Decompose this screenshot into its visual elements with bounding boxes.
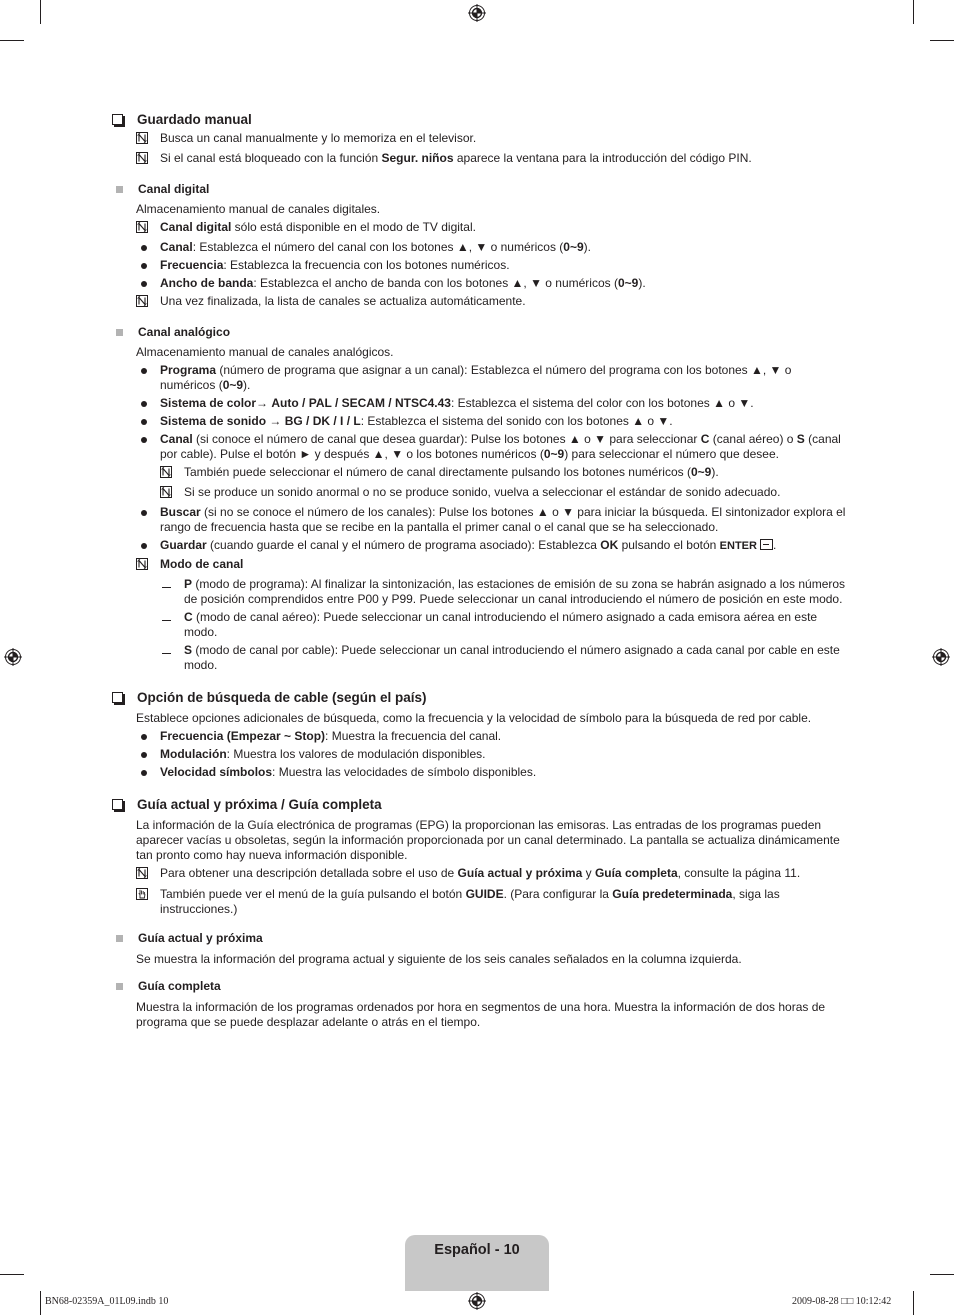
text-run: pulsando el botón (618, 538, 720, 552)
item-text (160, 363, 847, 393)
note-icon (160, 466, 172, 478)
bullet-item (136, 729, 847, 744)
item-text (160, 258, 847, 273)
text-run: ). (583, 240, 591, 254)
square-bullet-icon (116, 186, 123, 193)
bold-text: P (184, 577, 193, 591)
bullet-dot-icon (141, 543, 147, 549)
bold-text: Ancho de banda (160, 276, 254, 290)
dash-item (160, 577, 847, 607)
bold-text: 0~9 (543, 447, 565, 461)
text-run: : Establezca la frecuencia con los botones numéricos. (223, 258, 510, 272)
note-marker (136, 131, 160, 148)
subsection-guia-completa (112, 979, 847, 994)
bullet-item (136, 505, 847, 535)
item-text (184, 485, 847, 502)
text-run: Muestra la información de los programas ordenados por hora en segmentos de una hora. Muestra la información de dos horas de programa que se puede desplazar adelante o atrás en el tiempo. (136, 1000, 826, 1029)
bullet-marker (136, 396, 160, 411)
manual-content (112, 108, 847, 1030)
text-run: Busca un canal manualmente y lo memoriza en el televisor. (160, 131, 477, 145)
item-text (160, 747, 847, 762)
text-run: : Muestra las velocidades de símbolo disponibles. (272, 765, 537, 779)
text-run: : Establezca el sistema del sonido con los botones ▲ o ▼. (360, 414, 673, 428)
text-run: aparece la ventana para la introducción del código PIN. (453, 151, 752, 165)
bold-text: Modo de canal (160, 557, 244, 571)
square-bullet-icon (116, 983, 123, 990)
text-run: Se muestra la información del programa actual y siguiente de los seis canales señalados en la columna izquierda. (136, 952, 742, 966)
item-text (160, 432, 847, 462)
note-item (136, 866, 847, 883)
registration-mark-icon (468, 4, 486, 22)
enter-icon (760, 539, 773, 550)
item-text (160, 131, 847, 148)
item-text (184, 465, 847, 482)
section-guia (112, 796, 847, 813)
bold-text: OK (600, 538, 619, 552)
note-marker (160, 465, 184, 482)
bold-text: C (184, 610, 193, 624)
bullet-marker (136, 747, 160, 762)
square-bullet-icon (116, 329, 123, 336)
text-run: Si se produce un sonido anormal o no se produce sonido, vuelva a seleccionar el estándar de sonido adecuado. (184, 485, 781, 499)
subsection-canal-digital (112, 182, 847, 197)
tip-item (136, 887, 847, 917)
dash-icon (162, 620, 171, 621)
crop-mark (930, 40, 954, 41)
crop-mark (913, 0, 914, 24)
bold-text: S (184, 643, 193, 657)
registration-mark-icon (4, 648, 22, 666)
note-icon (136, 295, 148, 307)
item-text (184, 610, 847, 640)
section-title: Opción de búsqueda de cable (según el país) (137, 690, 427, 705)
crop-mark (913, 1291, 914, 1315)
bullet-marker (136, 240, 160, 255)
crop-mark (0, 40, 24, 41)
subsection-title: Canal analógico (138, 325, 231, 339)
bullet-dot-icon (141, 510, 147, 516)
text-run: , consulte la página 11. (677, 866, 801, 880)
bullet-dot-icon (141, 263, 147, 269)
bullet-item (136, 765, 847, 780)
text-run: Para obtener una descripción detallada sobre el uso de (160, 866, 458, 880)
item-text (160, 538, 847, 554)
note-marker (136, 557, 160, 574)
note-marker (160, 485, 184, 502)
bullet-marker (136, 729, 160, 744)
bullet-item (136, 432, 847, 462)
bullet-marker (136, 505, 160, 535)
text-run: : Establezca el número del canal con los botones ▲, ▼ o numéricos ( (192, 240, 564, 254)
note-item (136, 220, 847, 237)
paragraph (136, 1000, 847, 1030)
text-run: (canal aéreo) o (709, 432, 797, 446)
text-run: → (266, 414, 285, 428)
text-run: ). (638, 276, 646, 290)
bold-text: Sistema de sonido (160, 414, 267, 428)
dash-item (160, 610, 847, 640)
item-text (160, 276, 847, 291)
item-text (184, 643, 847, 673)
note-icon (136, 558, 148, 570)
bullet-dot-icon (141, 401, 147, 407)
section-busqueda-cable (112, 689, 847, 706)
bold-text: Guía actual y próxima (457, 866, 583, 880)
bullet-item (136, 414, 847, 429)
text-run: , siga las instrucciones.) (160, 887, 780, 916)
square-bullet-icon (116, 935, 123, 942)
bold-text: 0~9 (563, 240, 584, 254)
bold-text: Velocidad símbolos (160, 765, 273, 779)
bullet-item (136, 538, 847, 554)
bullet-dot-icon (141, 752, 147, 758)
bullet-item (136, 396, 847, 411)
text-run: Almacenamiento manual de canales digitales. (136, 202, 381, 216)
note-icon (160, 486, 172, 498)
note-item (136, 294, 847, 311)
item-text (160, 557, 847, 574)
paragraph (136, 711, 847, 726)
bold-text: 0~9 (222, 378, 244, 392)
item-text (160, 729, 847, 744)
text-run: También puede ver el menú de la guía pulsando el botón (160, 887, 466, 901)
paragraph (136, 202, 847, 217)
section-title: Guía actual y próxima / Guía completa (137, 797, 382, 812)
note-marker (136, 151, 160, 168)
bullet-marker (136, 363, 160, 393)
bullet-marker (136, 276, 160, 291)
section-guardado-manual (112, 111, 847, 128)
bullet-dot-icon (141, 419, 147, 425)
text-run: (número de programa que asignar a un canal): Establezca el número del programa con los botones ▲, ▼ o numéricos ( (160, 363, 792, 392)
note-icon (136, 132, 148, 144)
bullet-dot-icon (141, 245, 147, 251)
bullet-marker (136, 538, 160, 554)
text-run: : Muestra los valores de modulación disponibles. (226, 747, 486, 761)
bold-text: Modulación (160, 747, 227, 761)
page-number-tab (405, 1235, 549, 1291)
hand-tip-icon (136, 888, 148, 900)
subsection-title: Guía actual y próxima (138, 931, 263, 945)
bullet-marker (136, 432, 160, 462)
bold-text: Programa (160, 363, 217, 377)
bold-text: Auto / PAL / SECAM / NTSC4.43 (271, 396, 451, 410)
note-icon (136, 152, 148, 164)
text-run: (canal por cable). Pulse el botón ► y después ▲, ▼ o los botones numéricos ( (160, 432, 841, 461)
dash-icon (162, 587, 171, 588)
bold-text: Frecuencia (160, 258, 224, 272)
text-run: Almacenamiento manual de canales analógicos. (136, 345, 394, 359)
bold-text: Canal (160, 240, 193, 254)
note-icon (136, 221, 148, 233)
subsection-canal-analogico (112, 325, 847, 340)
text-run: . (772, 538, 777, 552)
dash-marker (160, 577, 184, 607)
paragraph (136, 818, 847, 863)
section-title: Guardado manual (137, 112, 252, 127)
item-text (184, 577, 847, 607)
section-checkbox-icon (112, 114, 123, 125)
bold-text: Guardar (160, 538, 207, 552)
text-run: (modo de canal aéreo): Puede seleccionar un canal introduciendo el número asignado a cada emisora aérea en este modo. (184, 610, 818, 639)
bullet-dot-icon (141, 281, 147, 287)
dash-marker (160, 610, 184, 640)
subsection-guia-actual (112, 931, 847, 946)
text-run: : Establezca el ancho de banda con los botones ▲, ▼ o numéricos ( (253, 276, 618, 290)
bullet-dot-icon (141, 734, 147, 740)
crop-mark (40, 0, 41, 24)
text-run: (modo de canal por cable): Puede seleccionar un canal introduciendo el número asignado a cada canal por cable en este modo. (184, 643, 840, 672)
item-text (160, 887, 847, 917)
text-run: (modo de programa): Al finalizar la sintonización, las estaciones de emisión de su zona se habrán asignado a los números de posición comprendidos entre P00 y P99. Puede seleccionar un canal introduciendo el número de posición en este modo. (184, 577, 846, 606)
dash-item (160, 643, 847, 673)
bold-text: S (796, 432, 805, 446)
text-run: : Establezca el sistema del color con los botones ▲ o ▼. (450, 396, 754, 410)
bullet-dot-icon (141, 437, 147, 443)
bullet-marker (136, 414, 160, 429)
enter-key-label: ENTER (720, 540, 773, 552)
bold-text: BG / DK / I / L (284, 414, 361, 428)
print-footer-right: 2009-08-28 □□ 10:12:42 (792, 1296, 892, 1307)
note-marker (136, 866, 160, 883)
bold-text: Guía predeterminada (612, 887, 733, 901)
bullet-item (136, 240, 847, 255)
text-run: Establece opciones adicionales de búsqueda, como la frecuencia y la velocidad de símbolo para la búsqueda de red por cable. (136, 711, 812, 725)
bullet-dot-icon (141, 770, 147, 776)
crop-mark (0, 1274, 24, 1275)
crop-mark (40, 1291, 41, 1315)
item-text (160, 240, 847, 255)
text-run: . (Para configurar la (503, 887, 613, 901)
bold-text: Sistema de color (160, 396, 257, 410)
note-item (160, 485, 847, 502)
note-marker (136, 220, 160, 237)
paragraph (136, 345, 847, 360)
bullet-item (136, 276, 847, 291)
text-run: (si no se conoce el número de los canales): Pulse los botones ▲ o ▼ para iniciar la búsqueda. El sintonizador explora el rango de frecuencia hasta que se recibe en la pantalla el primer canal o el canal que se ha seleccionado. (160, 505, 846, 534)
text-run: : Muestra la frecuencia del canal. (325, 729, 502, 743)
note-item (136, 557, 847, 574)
text-run: La información de la Guía electrónica de programas (EPG) la proporcionan las emisoras. Las entradas de los programas pueden aparecer vacías u obsoletas, según la información proporcionada por un canal determinado. La pantalla se actualiza dinámicamente tan pronto como hay nueva información disponible. (136, 818, 840, 862)
bullet-item (136, 747, 847, 762)
text-run: Una vez finalizada, la lista de canales se actualiza automáticamente. (160, 294, 526, 308)
text-run: También puede seleccionar el número de canal directamente pulsando los botones numéricos ( (184, 465, 691, 479)
text-run: sólo está disponible en el modo de TV digital. (231, 220, 476, 234)
subsection-title: Canal digital (138, 182, 210, 196)
text-run: y (582, 866, 595, 880)
item-text (160, 294, 847, 311)
section-checkbox-icon (112, 692, 123, 703)
text-run: ) para seleccionar el número que desee. (564, 447, 779, 461)
print-footer-left: BN68-02359A_01L09.indb 10 (45, 1296, 169, 1307)
bold-text: Guía completa (594, 866, 678, 880)
item-text (160, 220, 847, 237)
registration-mark-icon (468, 1292, 486, 1310)
bullet-marker (136, 258, 160, 273)
note-item (136, 151, 847, 168)
text-run: ). (243, 378, 251, 392)
crop-mark (930, 1274, 954, 1275)
bold-text: 0~9 (690, 465, 712, 479)
bold-text: Frecuencia (Empezar ~ Stop) (160, 729, 326, 743)
bullet-item (136, 258, 847, 273)
bold-text: Canal (160, 432, 193, 446)
section-checkbox-icon (112, 799, 123, 810)
bullet-dot-icon (141, 368, 147, 374)
note-marker (136, 887, 160, 917)
bold-text: 0~9 (617, 276, 639, 290)
item-text (160, 151, 847, 168)
bullet-item (136, 363, 847, 393)
note-item (136, 131, 847, 148)
text-run: (cuando guarde el canal y el número de programa asociado): Establezca (206, 538, 601, 552)
note-icon (136, 867, 148, 879)
text-run: (si conoce el número de canal que desea guardar): Pulse los botones ▲ o ▼ para seleccionar (192, 432, 701, 446)
item-text (160, 866, 847, 883)
bold-text: GUIDE (465, 887, 504, 901)
registration-mark-icon (932, 648, 950, 666)
subsection-title: Guía completa (138, 979, 221, 993)
item-text (160, 765, 847, 780)
bold-text: Buscar (160, 505, 201, 519)
paragraph (136, 952, 847, 967)
item-text (160, 505, 847, 535)
item-text (160, 414, 847, 429)
page-number-label: Español - 10 (434, 1242, 520, 1258)
dash-marker (160, 643, 184, 673)
bold-text: Segur. niños (381, 151, 454, 165)
note-item (160, 465, 847, 482)
bullet-marker (136, 765, 160, 780)
text-run: ). (711, 465, 719, 479)
note-marker (136, 294, 160, 311)
bold-text: C (700, 432, 710, 446)
text-run: → (256, 396, 272, 410)
dash-icon (162, 653, 171, 654)
item-text (160, 396, 847, 411)
text-run: Si el canal está bloqueado con la función (160, 151, 382, 165)
bold-text: Canal digital (160, 220, 232, 234)
